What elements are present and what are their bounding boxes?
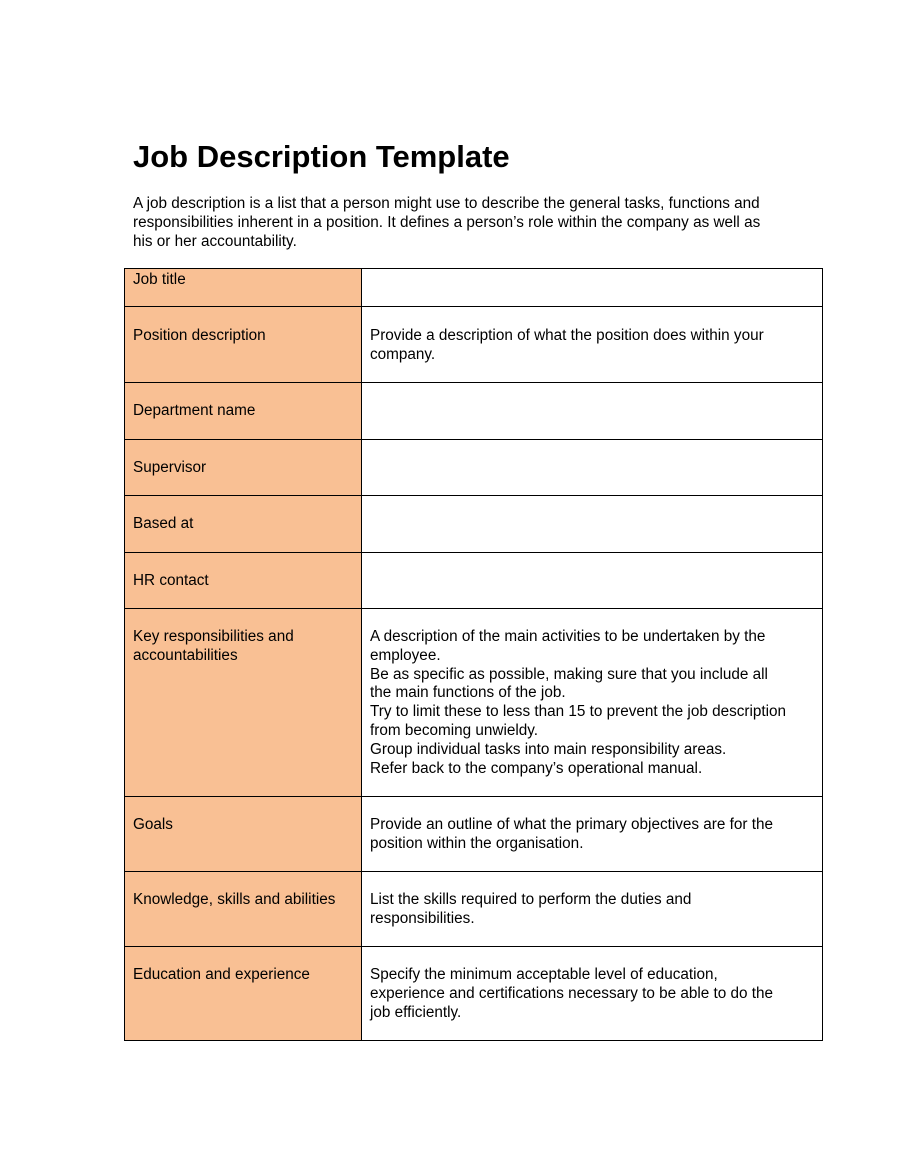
value-text: Provide an outline of what the primary objectives are for the [370,816,774,833]
label-cell-department-name [125,383,362,440]
value-text: Try to limit these to less than 15 to prevent the job description [370,703,787,721]
intro-line: A job description is a list that a person might use to describe the general tasks, functions and [133,195,760,212]
label-text: HR contact [133,572,209,589]
table-row [125,269,823,307]
label-cell-supervisor [125,440,362,496]
table-row [125,496,823,553]
table-row [125,797,823,872]
value-text: position within the organisation. [370,834,584,852]
intro-line: responsibilities inherent in a position. It defines a person’s role within the company as well as [133,214,761,231]
label-text: accountabilities [133,646,238,664]
value-text: from becoming unwieldy. [370,721,539,739]
value-text: the main functions of the job. [370,684,566,702]
table-row [125,609,823,797]
label-text: Department name [133,402,256,419]
label-text: Supervisor [133,459,207,476]
label-text: Position description [133,327,266,344]
value-cell-goals[interactable] [362,797,823,872]
value-cell-position-description[interactable] [362,307,823,383]
label-text: Goals [133,816,173,833]
value-text: Provide a description of what the position does within your [370,327,764,344]
value-cell-knowledge-skills[interactable] [362,872,823,947]
value-text: employee. [370,646,441,664]
value-cell-based-at[interactable] [362,496,823,553]
value-cell-department-name[interactable] [362,383,823,440]
label-text: Education and experience [133,966,310,983]
table-row [125,383,823,440]
label-cell-based-at [125,496,362,553]
label-cell-goals [125,797,362,872]
value-cell-key-responsibilities[interactable] [362,609,823,797]
label-text: Based at [133,515,194,532]
value-text: experience and certifications necessary to be able to do the [370,984,774,1002]
table-row [125,872,823,947]
value-cell-hr-contact[interactable] [362,553,823,609]
label-cell-position-description [125,307,362,383]
value-text: responsibilities. [370,909,475,927]
value-text: Specify the minimum acceptable level of education, [370,966,718,983]
job-description-table [124,268,823,1041]
label-text: Job title [133,271,186,288]
value-text: Group individual tasks into main responsibility areas. [370,740,727,758]
intro-line: his or her accountability. [133,233,297,250]
value-cell-job-title[interactable] [362,269,823,307]
value-text: company. [370,345,436,363]
value-text: job efficiently. [370,1003,462,1021]
table-row [125,307,823,383]
value-cell-supervisor[interactable] [362,440,823,496]
label-cell-hr-contact [125,553,362,609]
label-cell-job-title [125,269,362,307]
label-text: Key responsibilities and [133,628,294,645]
value-text: Be as specific as possible, making sure that you include all [370,665,768,683]
value-cell-education-experience[interactable] [362,947,823,1041]
page-title: Job Description Template [133,139,510,174]
value-text: A description of the main activities to be undertaken by the [370,628,766,645]
label-cell-knowledge-skills [125,872,362,947]
value-text: Refer back to the company’s operational manual. [370,759,703,777]
label-cell-education-experience [125,947,362,1041]
intro-paragraph [133,194,823,251]
value-text: List the skills required to perform the duties and [370,891,692,908]
label-cell-key-responsibilities [125,609,362,797]
table-row [125,440,823,496]
label-text: Knowledge, skills and abilities [133,891,336,908]
table-row [125,553,823,609]
table-row [125,947,823,1041]
